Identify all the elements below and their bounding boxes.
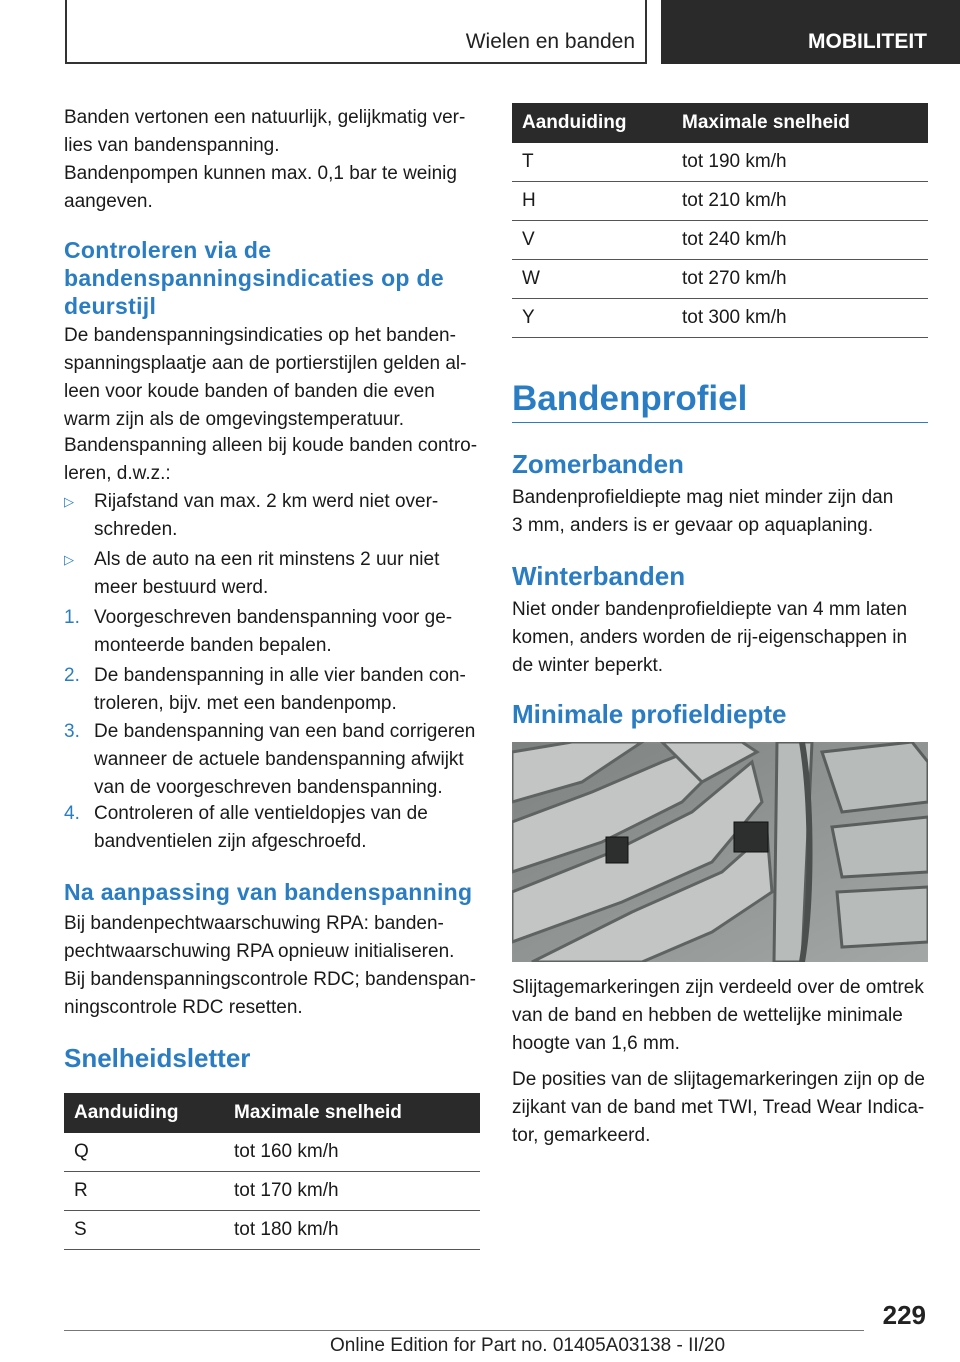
- paragraph: Bij bandenpechtwaarschuwing RPA: banden- pechtwaarschuwing RPA opnieuw initialiseren.: [64, 913, 455, 962]
- step-item: 1. Voorgeschreven bandenspanning voor ge- monteerde banden bepalen.: [64, 607, 453, 656]
- speed-table: [512, 103, 928, 338]
- tread-wear-indicator-image: [512, 742, 928, 962]
- heading-winter-tyres: Winterbanden: [512, 561, 686, 591]
- table-row: S tot 180 km/h: [64, 1211, 480, 1250]
- speed-table: [64, 1093, 480, 1250]
- heading-doorpost: Controleren via de bandenspanningsindicaties op de deurstijl: [64, 237, 444, 319]
- table-row: R tot 170 km/h: [64, 1172, 480, 1211]
- heading-speed-letter: Snelheidsletter: [64, 1043, 251, 1073]
- step-item: 3. De bandenspanning van een band corrigeren wanneer de actuele bandenspanning afwijkt van de voorgeschreven bandenspanning.: [64, 721, 476, 798]
- table-row: T tot 190 km/h: [512, 143, 928, 182]
- paragraph: Bandenprofieldiepte mag niet minder zijn dan 3 mm, anders is er gevaar op aquaplaning.: [512, 487, 894, 536]
- paragraph: Bandenpompen kunnen max. 0,1 bar te weinig aangeven.: [64, 163, 457, 212]
- chapter-title: Wielen en banden: [465, 30, 635, 53]
- paragraph: De posities van de slijtagemarkeringen zijn op de zijkant van de band met TWI, Tread Wear Indica- tor, gemarkeerd.: [512, 1069, 925, 1146]
- section-title: MOBILITEIT: [808, 30, 927, 53]
- header-chapter-box: [65, 0, 647, 64]
- heading-min-tread-depth: Minimale profieldiepte: [512, 699, 787, 729]
- heading-summer-tyres: Zomerbanden: [512, 449, 684, 479]
- table-header-row: Aanduiding Maximale snelheid: [64, 1093, 480, 1133]
- paragraph: Bij bandenspanningscontrole RDC; bandenspan- ningscontrole RDC resetten.: [64, 969, 476, 1018]
- edition-note: [330, 1335, 725, 1357]
- edition-text: Online Edition for Part no. 01405A03138 - II/20: [330, 1335, 726, 1356]
- paragraph: De bandenspanningsindicaties op het banden- spanningsplaatje aan de portierstijlen gelden al- leen voor koude banden of banden die even warm zijn als de omgevingstemperatuur.: [64, 325, 467, 430]
- heading-rule: [512, 422, 928, 423]
- triangle-bullet-icon: ▷: [64, 552, 74, 567]
- paragraph: Bandenspanning alleen bij koude banden contro- leren, d.w.z.:: [64, 435, 478, 484]
- heading-after-adjust: Na aanpassing van bandenspanning: [64, 879, 473, 905]
- table-row: H tot 210 km/h: [512, 182, 928, 221]
- heading-tread-profile: Bandenprofiel: [512, 379, 748, 418]
- table-row: V tot 240 km/h: [512, 221, 928, 260]
- list-item: ▷ Rijafstand van max. 2 km werd niet over- schreden.: [64, 488, 510, 544]
- page-number: 229: [882, 1300, 926, 1330]
- triangle-bullet-icon: ▷: [64, 494, 74, 509]
- table-row: Q tot 160 km/h: [64, 1133, 480, 1172]
- table-row: Y tot 300 km/h: [512, 299, 928, 338]
- paragraph: Niet onder bandenprofieldiepte van 4 mm laten komen, anders worden de rij-eigenschappen in de winter beperkt.: [512, 599, 908, 676]
- step-item: 2. De bandenspanning in alle vier banden con- troleren, bijv. met een bandenpomp.: [64, 665, 466, 714]
- table-row: W tot 270 km/h: [512, 260, 928, 299]
- list-item: ▷ Als de auto na een rit minstens 2 uur niet meer bestuurd werd.: [64, 546, 510, 602]
- paragraph: Slijtagemarkeringen zijn verdeeld over de omtrek van de band en hebben de wettelijke minimale hoogte van 1,6 mm.: [512, 977, 924, 1054]
- paragraph: Banden vertonen een natuurlijk, gelijkmatig ver- lies van bandenspanning.: [64, 107, 466, 156]
- footer-rule: [64, 1330, 864, 1331]
- table-header-row: Aanduiding Maximale snelheid: [512, 103, 928, 143]
- header-section-box: [661, 0, 960, 64]
- step-item: 4. Controleren of alle ventieldopjes van de bandventielen zijn afgeschroefd.: [64, 803, 428, 852]
